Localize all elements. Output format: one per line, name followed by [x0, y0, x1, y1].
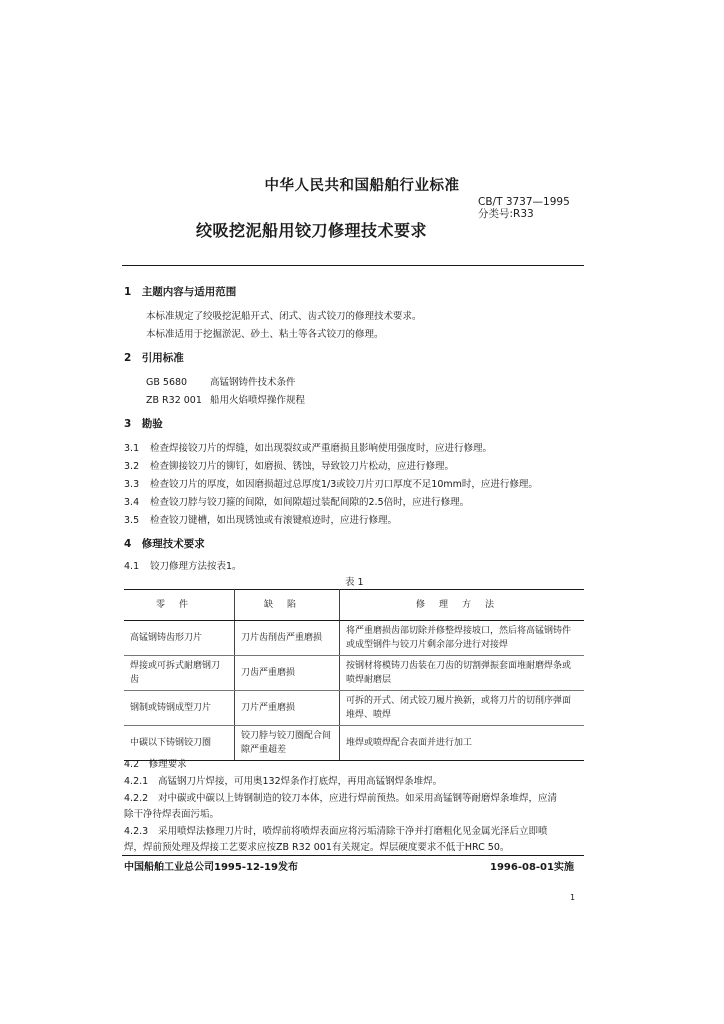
effective-date: 1996-08-01实施 — [490, 862, 574, 873]
column-header: 零件 — [124, 590, 235, 621]
footer-divider — [122, 855, 584, 856]
inspection-item — [124, 476, 538, 490]
clause-text-continued: 除干净待焊表面污垢。 — [124, 809, 220, 820]
classification-code: 分类号:R33 — [478, 208, 534, 220]
clause-text-continued: 焊，焊前预处理及焊接工艺要求应按ZB R32 001有关规定。焊层硬度要求不低于HRC 50。 — [124, 842, 510, 853]
table-row — [124, 691, 584, 726]
section-1-para-2: 本标准适用于挖掘淤泥、砂土、粘土等各式铰刀的修理。 — [146, 329, 384, 340]
cell-method: 可拆的开式、闭式铰刀履片换新，或将刀片的切削序弹面堆焊、喷焊 — [340, 691, 585, 726]
cell-defect: 刀片严重磨损 — [235, 691, 340, 726]
header-divider — [122, 265, 584, 266]
reference-code: GB 5680 — [146, 377, 188, 388]
section-1-para-1: 本标准规定了绞吸挖泥船开式、闭式、齿式铰刀的修理技术要求。 — [146, 311, 422, 322]
standard-code-block — [478, 196, 570, 220]
inspection-item — [124, 458, 454, 472]
table-caption: 表 1 — [345, 577, 364, 588]
reference-code: ZB R32 001 — [146, 395, 202, 406]
cell-defect: 铰刀脖与铰刀圈配合间隙严重超差 — [235, 726, 340, 761]
clause-text: 高锰钢刀片焊接，可用奥132焊条作打底焊，再用高锰钢焊条堆焊。 — [158, 776, 443, 787]
clause-text: 检查焊接铰刀片的焊缝，如出现裂纹或严重磨损且影响使用强度时，应进行修理。 — [150, 443, 493, 454]
inspection-item — [124, 494, 469, 508]
cell-part: 高锰钢铸齿形刀片 — [124, 621, 235, 656]
clause-text: 对中碳或中碳以上铸钢制造的铰刀本体，应进行焊前预热。如采用高锰钢等耐磨焊条堆焊，应清 — [158, 793, 558, 804]
clause-number: 3.2 — [124, 461, 140, 472]
cell-part: 焊接或可拆式耐磨钢刀齿 — [124, 656, 235, 691]
cell-part: 钢制或铸钢成型刀片 — [124, 691, 235, 726]
section-3-heading: 3 勘验 — [124, 418, 163, 430]
page-number: 1 — [570, 893, 576, 902]
table-row — [124, 656, 584, 691]
clause-4-2-heading: 4.2 修理要求 — [124, 759, 187, 770]
reference-item — [146, 392, 305, 406]
reference-item — [146, 374, 296, 388]
cell-part: 中碳以下铸钢铰刀圈 — [124, 726, 235, 761]
column-header: 缺陷 — [235, 590, 340, 621]
clause-text: 检查铰刀脖与铰刀箍的间隙，如间隙超过装配间隙的2.5倍时，应进行修理。 — [150, 497, 470, 508]
section-2-heading: 2 引用标准 — [124, 352, 184, 364]
issuing-organization: 中华人民共和国船舶行业标准 — [264, 178, 460, 194]
clause-number: 4.2.3 — [124, 826, 149, 837]
table-row — [124, 726, 584, 761]
clause-text: 检查铰刀片的厚度，如因磨损超过总厚度1/3或铰刀片刃口厚度不足10mm时，应进行修理。 — [150, 479, 538, 490]
cell-defect: 刀片齿削齿严重磨损 — [235, 621, 340, 656]
table-header-row — [124, 590, 584, 621]
clause-text: 铰刀修理方法按表1。 — [150, 561, 242, 572]
cell-method: 按钢材将模铸刀齿装在刀齿的切割弹振套面堆耐磨焊条或喷焊耐磨层 — [340, 656, 585, 691]
section-4-heading: 4 修理技术要求 — [124, 538, 205, 550]
inspection-item — [124, 440, 492, 454]
clause-number: 3.4 — [124, 497, 140, 508]
column-header: 修理方法 — [340, 590, 585, 621]
document-title: 绞吸挖泥船用铰刀修理技术要求 — [196, 221, 428, 240]
reference-title: 船用火焰喷焊操作规程 — [210, 395, 306, 406]
table-row — [124, 621, 584, 656]
clause-text: 采用喷焊法修理刀片时，喷焊前将喷焊表面应将污垢清除干净并打磨粗化见金属光泽后立即喷 — [158, 826, 548, 837]
clause-number: 3.5 — [124, 515, 140, 526]
clause-text: 检查铆接铰刀片的铆钉，如磨损、锈蚀，导致铰刀片松动，应进行修理。 — [150, 461, 455, 472]
cell-method: 堆焊或喷焊配合表面并进行加工 — [340, 726, 585, 761]
clause-item — [124, 790, 557, 804]
clause-number: 3.1 — [124, 443, 140, 454]
clause-text: 检查铰刀键槽，如出现锈蚀或有滚键痕迹时，应进行修理。 — [150, 515, 398, 526]
cell-defect: 刀齿严重磨损 — [235, 656, 340, 691]
issue-date: 中国船舶工业总公司1995-12-19发布 — [124, 862, 298, 873]
repair-method-table — [124, 589, 584, 761]
clause-number: 3.3 — [124, 479, 140, 490]
clause-4-1 — [124, 558, 242, 572]
clause-item — [124, 773, 442, 787]
standard-code: CB/T 3737—1995 — [478, 196, 570, 208]
clause-item — [124, 823, 548, 837]
clause-number: 4.1 — [124, 561, 140, 572]
clause-number: 4.2.2 — [124, 793, 149, 804]
section-1-heading: 1 主题内容与适用范围 — [124, 286, 237, 298]
clause-number: 4.2.1 — [124, 776, 149, 787]
inspection-item — [124, 512, 397, 526]
cell-method: 将严重磨损齿部切除并修整焊接坡口，然后将高锰钢铸件或成型钢件与铰刀片剩余部分进行对接焊 — [340, 621, 585, 656]
reference-title: 高锰钢铸件技术条件 — [210, 377, 296, 388]
